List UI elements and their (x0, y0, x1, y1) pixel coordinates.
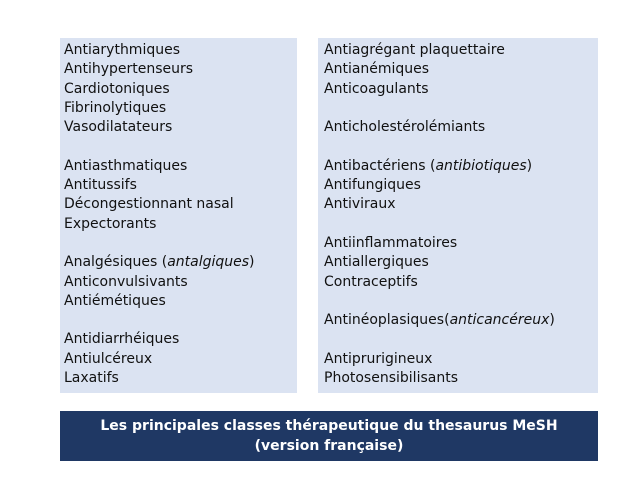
therapeutic-class-item (64, 118, 297, 137)
list-spacer (64, 311, 297, 330)
therapeutic-class-item (64, 60, 297, 79)
therapeutic-class-item (324, 273, 598, 292)
therapeutic-class-item (324, 253, 598, 272)
therapeutic-class-item (64, 215, 297, 234)
class-name-part: Antidiarrhéiques (64, 331, 180, 348)
therapeutic-class-item (324, 176, 598, 195)
therapeutic-class-item (64, 273, 297, 292)
class-name-part: Vasodilatateurs (64, 119, 173, 136)
therapeutic-class-item (324, 118, 598, 137)
right-class-list (318, 38, 598, 393)
therapeutic-class-item (324, 60, 598, 79)
class-name-part: Analgésiques ( (64, 254, 168, 271)
therapeutic-class-item (324, 234, 598, 253)
class-name-part: Cardiotoniques (64, 80, 170, 97)
therapeutic-class-item (324, 311, 598, 330)
class-name-part: Photosensibilisants (324, 370, 458, 387)
therapeutic-class-item (324, 80, 598, 99)
class-name-part: Anticoagulants (324, 80, 429, 97)
class-name-part: Antiarythmiques (64, 42, 181, 58)
class-name-part: Antiémétiques (64, 292, 166, 309)
caption-line-2: (version française) (254, 438, 404, 454)
class-name-part: Antinéoplasiques( (324, 312, 450, 329)
therapeutic-class-item (324, 195, 598, 214)
class-synonym: antibiotiques (435, 157, 527, 174)
therapeutic-class-item (324, 350, 598, 369)
class-name-part: Antiallergiques (324, 254, 429, 271)
class-name-part: Décongestionnant nasal (64, 196, 234, 213)
therapeutic-class-item (64, 41, 297, 60)
class-name-part: Antiinflammatoires (324, 234, 458, 251)
list-spacer (324, 292, 598, 311)
class-name-part: ) (549, 312, 555, 329)
therapeutic-class-item (324, 41, 598, 60)
list-spacer (324, 99, 598, 118)
class-name-part: Contraceptifs (324, 273, 418, 290)
therapeutic-class-item (64, 330, 297, 349)
list-spacer (324, 137, 598, 156)
therapeutic-class-item (64, 292, 297, 311)
therapeutic-class-item (64, 176, 297, 195)
class-name-part: Anticonvulsivants (64, 273, 188, 290)
therapeutic-class-item (64, 157, 297, 176)
class-name-part: Antiprurigineux (324, 350, 433, 367)
list-spacer (64, 137, 297, 156)
class-name-part: Expectorants (64, 215, 157, 232)
class-name-part: Antibactériens ( (324, 157, 436, 174)
therapeutic-class-item (324, 157, 598, 176)
caption-box (60, 411, 598, 461)
left-class-list (60, 38, 297, 393)
list-spacer (64, 234, 297, 253)
therapeutic-class-item (64, 369, 297, 388)
list-spacer (324, 215, 598, 234)
class-name-part: Antiulcéreux (64, 350, 153, 367)
class-name-part: Anticholestérolémiants (324, 119, 486, 136)
class-name-part: ) (249, 254, 255, 271)
therapeutic-class-item (64, 80, 297, 99)
class-synonym: anticancéreux (449, 312, 550, 329)
caption-line-1: Les principales classes thérapeutique du thesaurus MeSH (100, 418, 558, 434)
class-name-part: Fibrinolytiques (64, 99, 167, 116)
class-name-part: Antifungiques (324, 177, 421, 194)
therapeutic-class-item (64, 350, 297, 369)
class-name-part: Laxatifs (64, 370, 119, 387)
class-name-part: Antitussifs (64, 177, 137, 194)
therapeutic-class-item (64, 253, 297, 272)
class-name-part: Antihypertenseurs (64, 61, 194, 78)
class-synonym: antalgiques (167, 254, 250, 271)
list-spacer (324, 330, 598, 349)
therapeutic-class-item (64, 99, 297, 118)
class-name-part: Antiviraux (324, 196, 396, 213)
class-name-part: Antiasthmatiques (64, 157, 188, 174)
class-name-part: Antianémiques (324, 61, 430, 78)
class-name-part: ) (526, 157, 533, 174)
class-name-part: Antiagrégant plaquettaire (324, 42, 505, 58)
therapeutic-class-item (64, 195, 297, 214)
therapeutic-class-item (324, 369, 598, 388)
